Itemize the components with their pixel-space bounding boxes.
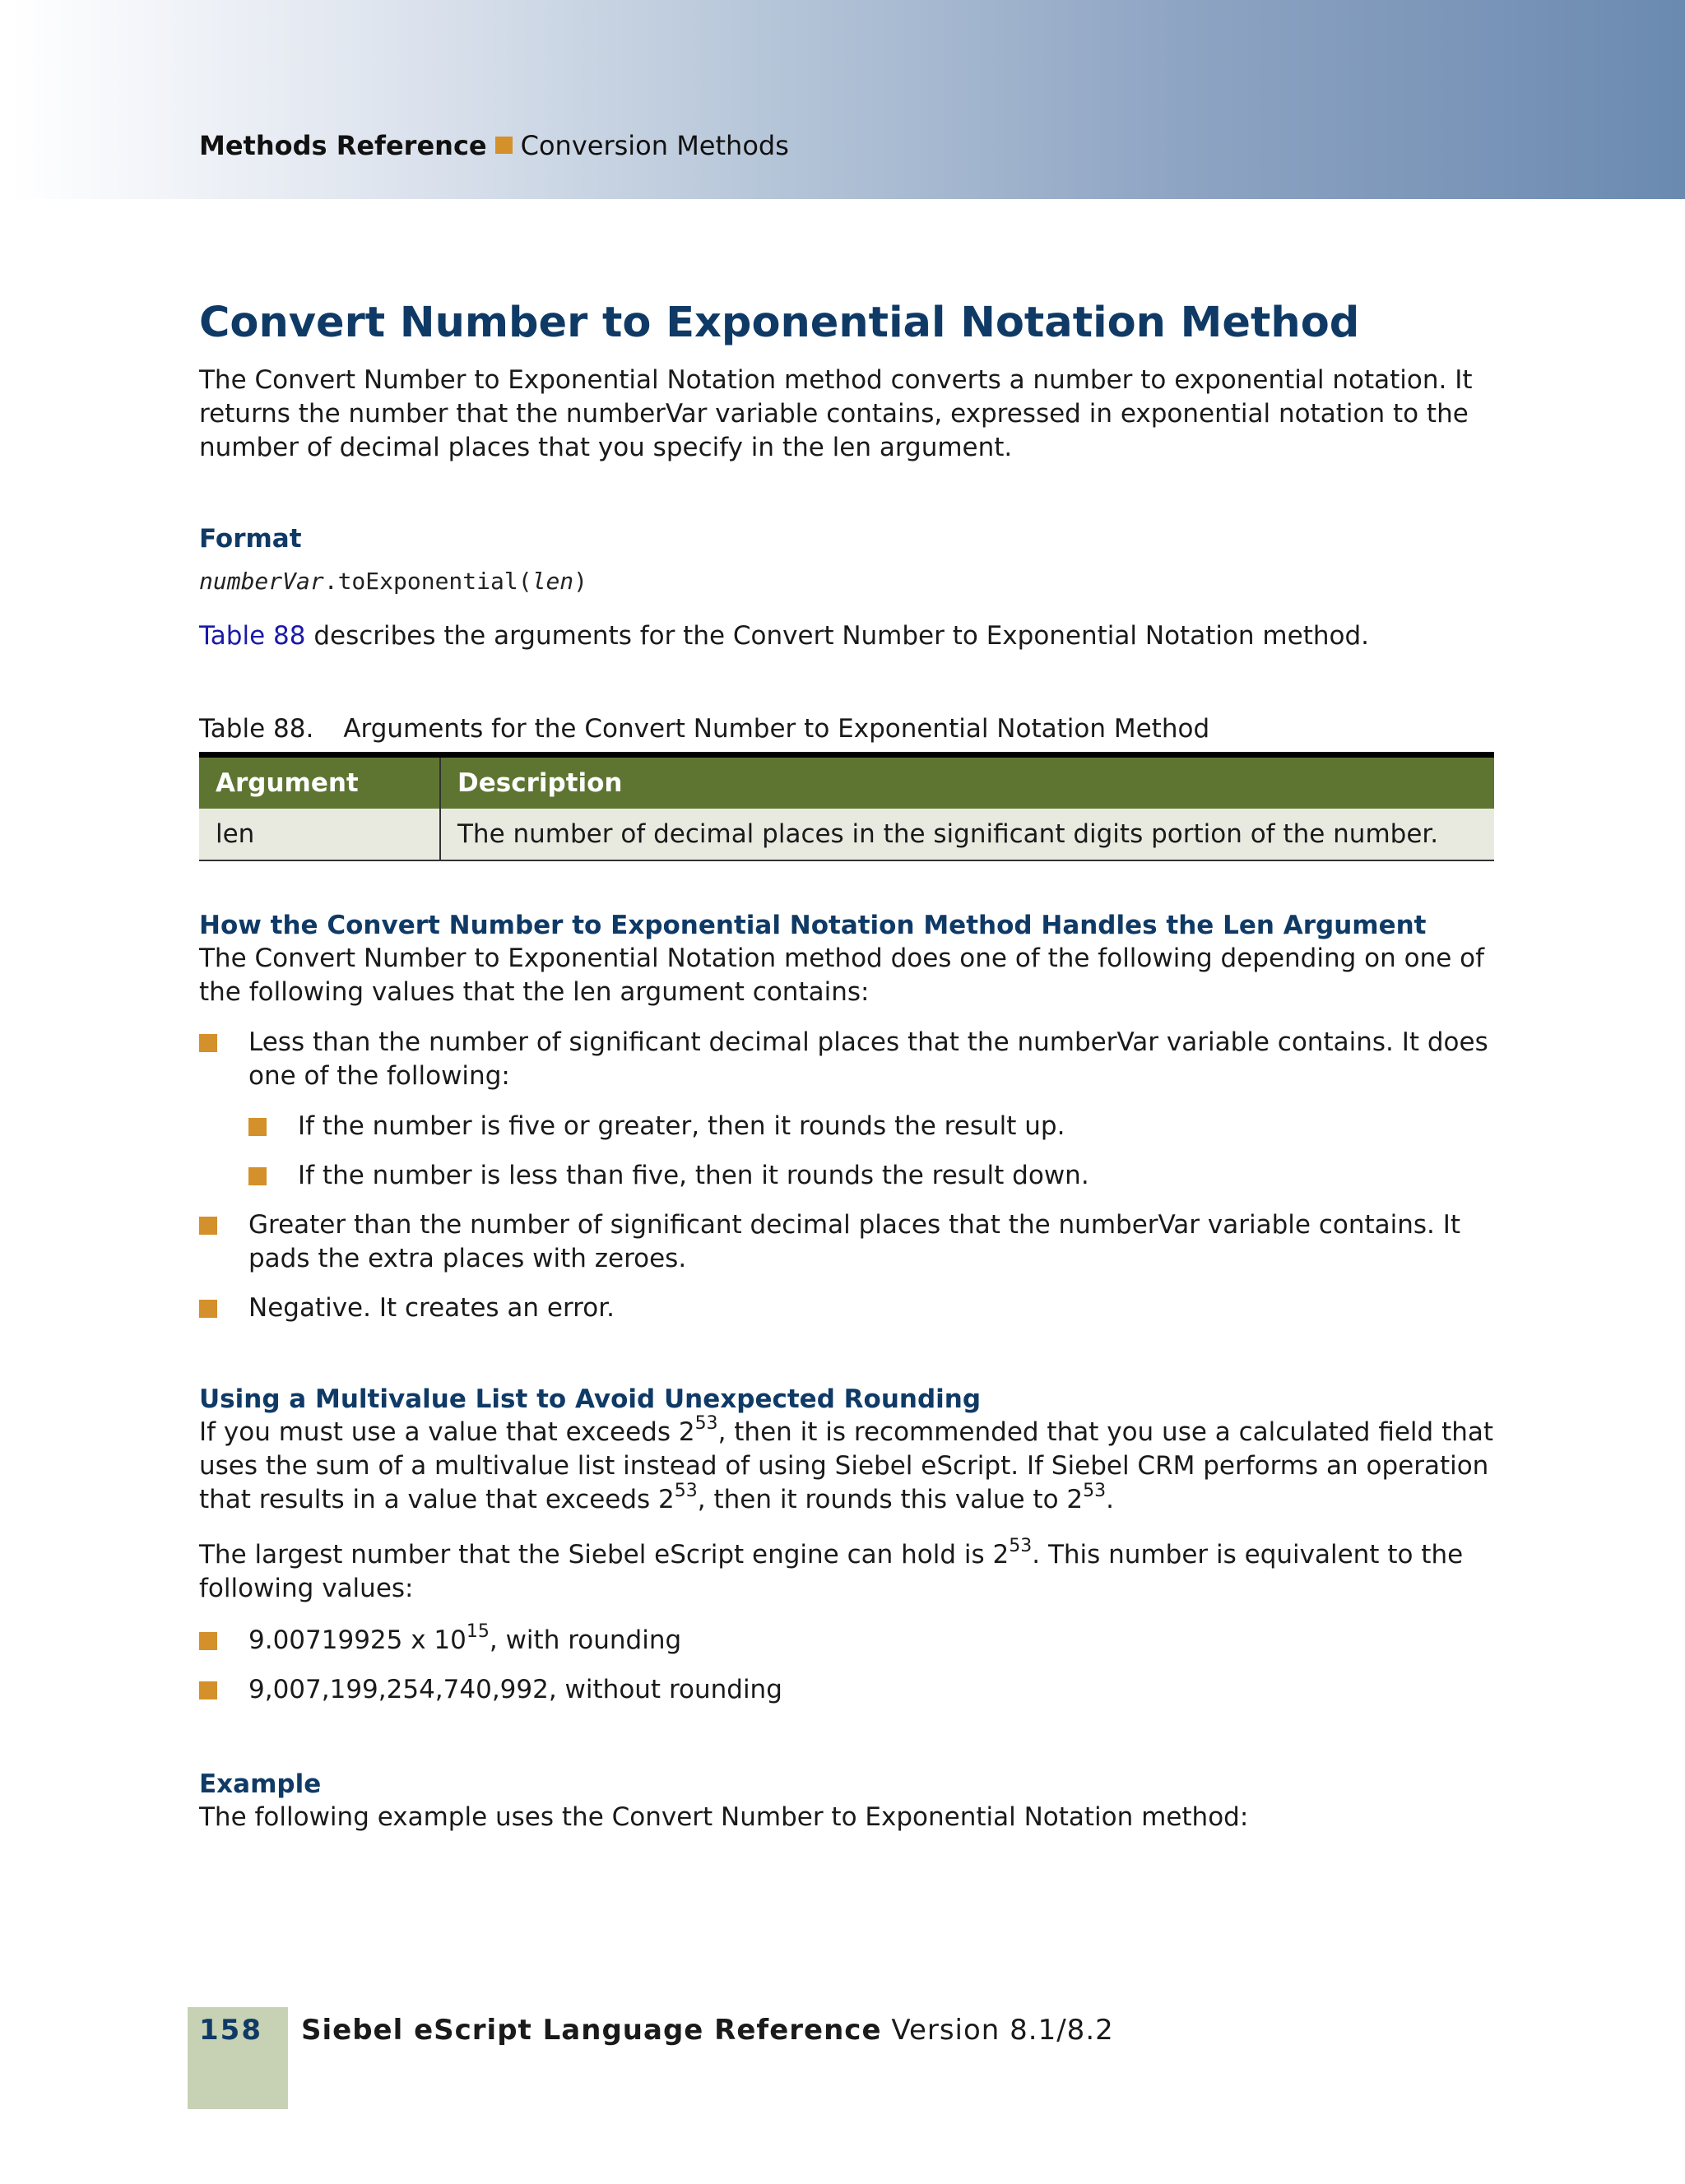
equivalent-values-list [199,1621,1494,1707]
list-item-text: 9,007,199,254,740,992, without rounding [248,1675,782,1705]
example-heading: Example [199,1769,322,1800]
list-item [248,1159,1494,1193]
square-bullet-icon [248,1167,267,1185]
book-title: Siebel eScript Language Reference [301,2014,882,2047]
square-bullet-icon [199,1034,217,1052]
code-method: .toExponential( [323,567,532,595]
table-row [199,809,1494,860]
list-item [199,1621,1494,1658]
format-heading: Format [199,524,302,554]
multivalue-heading: Using a Multivalue List to Avoid Unexpected Rounding [199,1384,982,1414]
multivalue-paragraph-2 [199,1538,1494,1606]
text-run: If you must use a value that exceeds 2 [199,1417,695,1448]
len-section-heading: How the Convert Number to Exponential Notation Method Handles the Len Argument [199,910,1427,940]
list-item-text: If the number is five or greater, then it rounds the result up. [298,1111,1065,1141]
text-run: , then it is recommended that you use a calculated field that uses the sum of a multivalue list instead of using Siebel eScript. If Siebel CRM performs an operation that results in a value that exceeds 2 [199,1417,1494,1515]
sub-bullet-list [248,1110,1494,1193]
list-item-text: Greater than the number of significant decimal places that the numberVar variable contains. It pads the extra places with zeroes. [248,1209,1461,1273]
square-bullet-icon [199,1217,217,1235]
square-bullet-icon [199,1632,217,1650]
column-header-argument: Argument [199,754,440,809]
page-number: 158 [199,2014,262,2047]
len-bullet-list [199,1026,1494,1325]
table-reference-text: describes the arguments for the Convert Number to Exponential Notation method. [305,620,1369,651]
text-run: . This number is equivalent to the following values: [199,1540,1464,1604]
list-item [199,1208,1494,1276]
superscript: 53 [1083,1481,1107,1502]
square-bullet-icon [495,137,513,154]
square-bullet-icon [248,1118,267,1136]
table-reference-paragraph [199,619,1494,653]
table-caption [199,714,1494,744]
list-item [199,1673,1494,1707]
table-caption-text: Arguments for the Convert Number to Exponential Notation Method [343,713,1210,744]
arguments-table [199,752,1494,861]
code-var: numberVar [199,567,324,595]
cell-argument: len [199,809,440,860]
square-bullet-icon [199,1681,217,1699]
text-run: 9.00719925 x 10 [248,1625,467,1656]
footer-title [301,2014,1114,2047]
list-item-text: Negative. It creates an error. [248,1292,615,1323]
superscript: 15 [466,1621,490,1643]
table-number: Table 88. [199,713,314,744]
cell-description: The number of decimal places in the significant digits portion of the number. [440,809,1494,860]
superscript: 53 [694,1413,718,1435]
code-arg: len [531,567,574,595]
len-section-intro: The Convert Number to Exponential Notation method does one of the following depending on one of the following values that the len argument contains: [199,943,1485,1007]
list-item-text: Less than the number of significant decimal places that the numberVar variable contains. It does one of the following: [248,1027,1488,1091]
text-run: , with rounding [489,1625,682,1656]
header-band [10,0,1685,199]
book-version: Version 8.1/8.2 [881,2014,1114,2047]
example-text: The following example uses the Convert Number to Exponential Notation method: [199,1802,1249,1833]
table-88-link[interactable]: Table 88 [199,620,306,651]
breadcrumb-subsection: Conversion Methods [520,130,789,161]
breadcrumb [199,130,789,161]
list-item [199,1291,1494,1325]
text-run: The largest number that the Siebel eScript engine can hold is 2 [199,1540,1010,1570]
code-close: ) [573,567,588,595]
text-run: . [1106,1485,1114,1515]
main-content [199,296,1494,1834]
text-run: , then it rounds this value to 2 [697,1485,1084,1515]
multivalue-paragraph-1 [199,1413,1494,1517]
page-title: Convert Number to Exponential Notation Method [199,299,1360,347]
column-header-description: Description [440,754,1494,809]
list-item [248,1110,1494,1143]
list-item-text: If the number is less than five, then it rounds the result down. [298,1160,1089,1190]
superscript: 53 [674,1481,698,1502]
intro-paragraph: The Convert Number to Exponential Notation method converts a number to exponential notation. It returns the number that the numberVar variable contains, expressed in exponential notation to the number of decimal places that you specify in the len argument. [199,365,1473,463]
breadcrumb-section: Methods Reference [199,130,487,161]
list-item [199,1026,1494,1193]
table-header-row [199,754,1494,809]
format-code [199,568,1494,595]
square-bullet-icon [199,1300,217,1318]
superscript: 53 [1009,1536,1033,1557]
